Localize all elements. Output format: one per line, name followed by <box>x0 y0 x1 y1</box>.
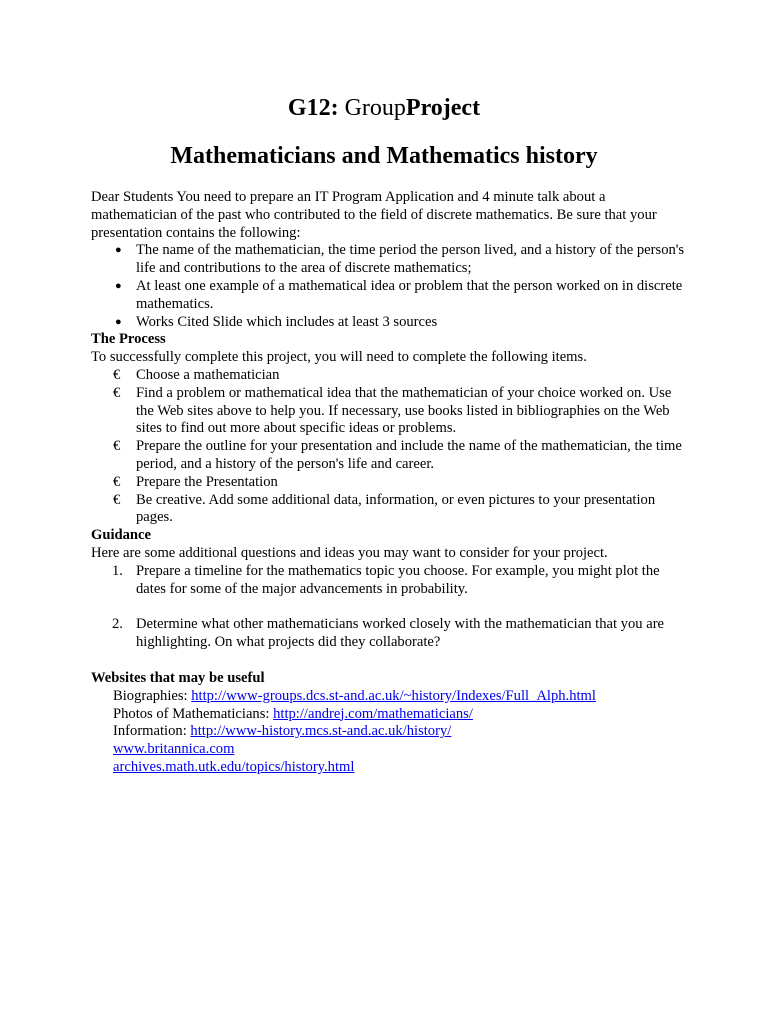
list-item <box>91 367 691 385</box>
website-link[interactable]: www.britannica.com <box>113 741 235 758</box>
list-item <box>91 616 691 652</box>
website-link[interactable]: archives.math.utk.edu/topics/history.html <box>113 758 355 775</box>
list-item <box>91 563 691 599</box>
euro-bullet-icon: € <box>113 384 121 401</box>
page-subtitle: Mathematicians and Mathematics history <box>170 143 598 169</box>
website-label: Photos of Mathematicians: <box>113 705 274 722</box>
websites-list <box>91 688 691 777</box>
title-group-word: Group <box>344 95 406 121</box>
title-suffix: Project <box>405 95 481 121</box>
list-item <box>91 314 691 332</box>
website-entry <box>113 723 691 741</box>
list-item-text: At least one example of a mathematical idea or problem that the person worked on in discrete mathematics. <box>136 277 683 312</box>
website-link[interactable]: http://andrej.com/mathematicians/ <box>273 705 473 722</box>
process-list <box>91 367 691 527</box>
website-entry <box>113 741 691 759</box>
list-item <box>91 474 691 492</box>
title-prefix: G12: <box>287 95 339 121</box>
list-number: 2. <box>112 616 123 633</box>
list-item <box>91 492 691 528</box>
process-intro: To successfully complete this project, you will need to complete the following items. <box>91 349 587 366</box>
list-item-text: Prepare the outline for your presentation and include the name of the mathematician, the time period, and a history of the person's life and career. <box>136 438 682 472</box>
list-item <box>91 438 691 474</box>
process-heading: The Process <box>91 331 166 348</box>
list-number: 1. <box>112 562 123 579</box>
bullet-icon: ● <box>115 279 122 292</box>
euro-bullet-icon: € <box>113 473 121 490</box>
intro-paragraph: Dear Students You need to prepare an IT Program Application and 4 minute talk about a mathematician of the past who contributed to the field of discrete mathematics. Be sure that your presentation contains the following: <box>91 189 657 241</box>
guidance-intro: Here are some additional questions and ideas you may want to consider for your project. <box>91 544 608 561</box>
list-item-text: Be creative. Add some additional data, information, or even pictures to your presentation pages. <box>136 491 656 526</box>
list-item-text: Determine what other mathematicians worked closely with the mathematician that you are highlighting. On what projects did they collaborate? <box>136 616 665 651</box>
website-label: Information: <box>113 723 191 740</box>
website-entry <box>113 759 691 777</box>
page-title <box>0 94 768 122</box>
list-item <box>91 385 691 438</box>
list-item-text: Find a problem or mathematical idea that the mathematician of your choice worked on. Use the Web sites above to help you. If necessary, use books listed in bibliographies on the Web sites to find out more about specific ideas or problems. <box>136 384 672 437</box>
list-item-text: Works Cited Slide which includes at least 3 sources <box>136 313 438 330</box>
list-item-text: Prepare the Presentation <box>136 473 278 490</box>
document-body <box>91 189 691 777</box>
list-item-text: Prepare a timeline for the mathematics topic you choose. For example, you might plot the dates for some of the major advancements in probability. <box>136 562 660 597</box>
website-link[interactable]: http://www-groups.dcs.st-and.ac.uk/~history/Indexes/Full_Alph.html <box>191 687 596 704</box>
website-label: Biographies: <box>113 687 192 704</box>
list-item <box>91 278 691 314</box>
websites-heading: Websites that may be useful <box>91 669 265 686</box>
list-item <box>91 242 691 278</box>
bullet-icon: ● <box>115 315 122 328</box>
euro-bullet-icon: € <box>113 491 121 508</box>
spacer <box>91 652 691 670</box>
list-item-text: The name of the mathematician, the time period the person lived, and a history of the person's life and contributions to the area of discrete mathematics; <box>136 242 685 277</box>
requirements-list <box>91 242 691 331</box>
website-entry <box>113 706 691 724</box>
euro-bullet-icon: € <box>113 438 121 455</box>
list-item-text: Choose a mathematician <box>136 366 280 383</box>
guidance-heading: Guidance <box>91 527 152 544</box>
spacer <box>91 598 691 616</box>
website-link[interactable]: http://www-history.mcs.st-and.ac.uk/history/ <box>190 723 452 740</box>
euro-bullet-icon: € <box>113 366 121 383</box>
guidance-list <box>91 563 691 652</box>
bullet-icon: ● <box>115 244 122 257</box>
website-entry <box>113 688 691 706</box>
